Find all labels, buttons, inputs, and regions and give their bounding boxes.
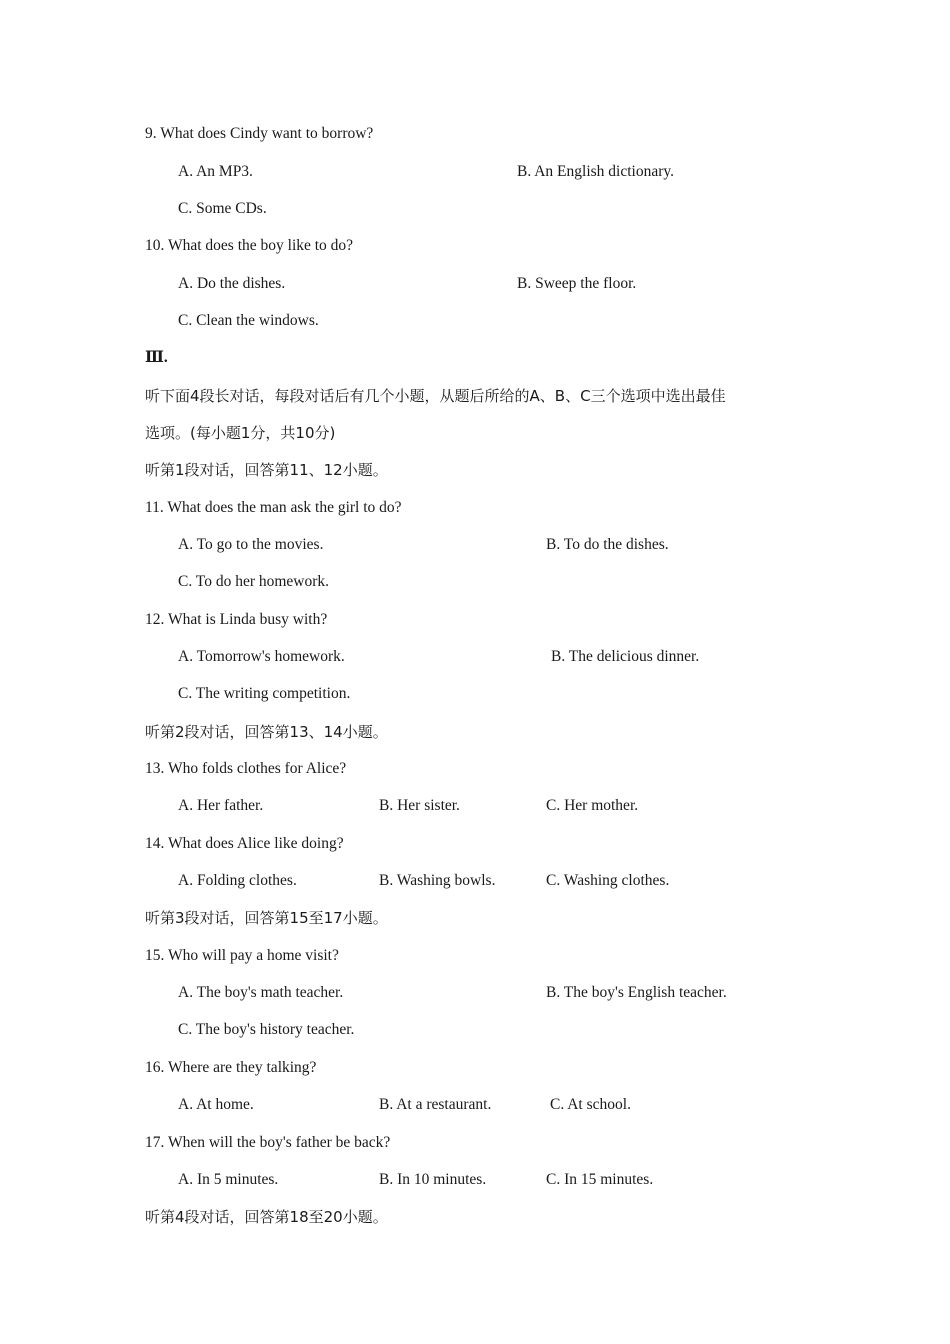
question-12-option-a: A. Tomorrow's homework. [178, 648, 345, 665]
question-16-option-a: A. At home. [178, 1096, 254, 1113]
question-11-option-c: C. To do her homework. [178, 573, 330, 590]
question-17-stem: 17. When will the boy's father be back? [145, 1134, 391, 1151]
dialogue-1-prompt: 听第1段对话，回答第11、12小题。 [145, 461, 388, 479]
section-3-instruction-line2: 选项。(每小题1分，共10分) [145, 424, 336, 442]
question-17-option-b: B. In 10 minutes. [379, 1171, 487, 1188]
question-14-option-b: B. Washing bowls. [379, 872, 496, 889]
question-9-stem: 9. What does Cindy want to borrow? [145, 125, 374, 142]
question-9-option-a: A. An MP3. [178, 163, 253, 180]
section-3-heading: Ⅲ. [145, 349, 168, 366]
question-10-option-c: C. Clean the windows. [178, 312, 319, 329]
section-3-instruction-line1: 听下面4段长对话，每段对话后有几个小题，从题后所给的A、B、C三个选项中选出最佳 [145, 387, 726, 405]
question-12-stem: 12. What is Linda busy with? [145, 611, 328, 628]
question-13-option-c: C. Her mother. [546, 797, 639, 814]
question-12-option-c: C. The writing competition. [178, 685, 351, 702]
question-9-option-c: C. Some CDs. [178, 200, 267, 217]
question-14-option-a: A. Folding clothes. [178, 872, 297, 889]
question-13-stem: 13. Who folds clothes for Alice? [145, 760, 347, 777]
question-12-option-b: B. The delicious dinner. [551, 648, 700, 665]
question-10-stem: 10. What does the boy like to do? [145, 237, 354, 254]
question-15-stem: 15. Who will pay a home visit? [145, 947, 339, 964]
question-14-option-c: C. Washing clothes. [546, 872, 670, 889]
question-17-option-a: A. In 5 minutes. [178, 1171, 279, 1188]
question-15-option-a: A. The boy's math teacher. [178, 984, 344, 1001]
dialogue-3-prompt: 听第3段对话，回答第15至17小题。 [145, 909, 388, 927]
question-13-option-a: A. Her father. [178, 797, 264, 814]
question-13-option-b: B. Her sister. [379, 797, 460, 814]
question-15-option-c: C. The boy's history teacher. [178, 1021, 355, 1038]
question-17-option-c: C. In 15 minutes. [546, 1171, 654, 1188]
question-11-option-b: B. To do the dishes. [546, 536, 669, 553]
question-14-stem: 14. What does Alice like doing? [145, 835, 344, 852]
question-10-option-a: A. Do the dishes. [178, 275, 286, 292]
question-16-stem: 16. Where are they talking? [145, 1059, 317, 1076]
question-10-option-b: B. Sweep the floor. [517, 275, 637, 292]
question-11-stem: 11. What does the man ask the girl to do? [145, 499, 402, 516]
question-9-option-b: B. An English dictionary. [517, 163, 674, 180]
dialogue-2-prompt: 听第2段对话，回答第13、14小题。 [145, 723, 388, 741]
dialogue-4-prompt: 听第4段对话，回答第18至20小题。 [145, 1208, 388, 1226]
question-15-option-b: B. The boy's English teacher. [546, 984, 727, 1001]
question-16-option-b: B. At a restaurant. [379, 1096, 492, 1113]
question-16-option-c: C. At school. [550, 1096, 631, 1113]
question-11-option-a: A. To go to the movies. [178, 536, 324, 553]
